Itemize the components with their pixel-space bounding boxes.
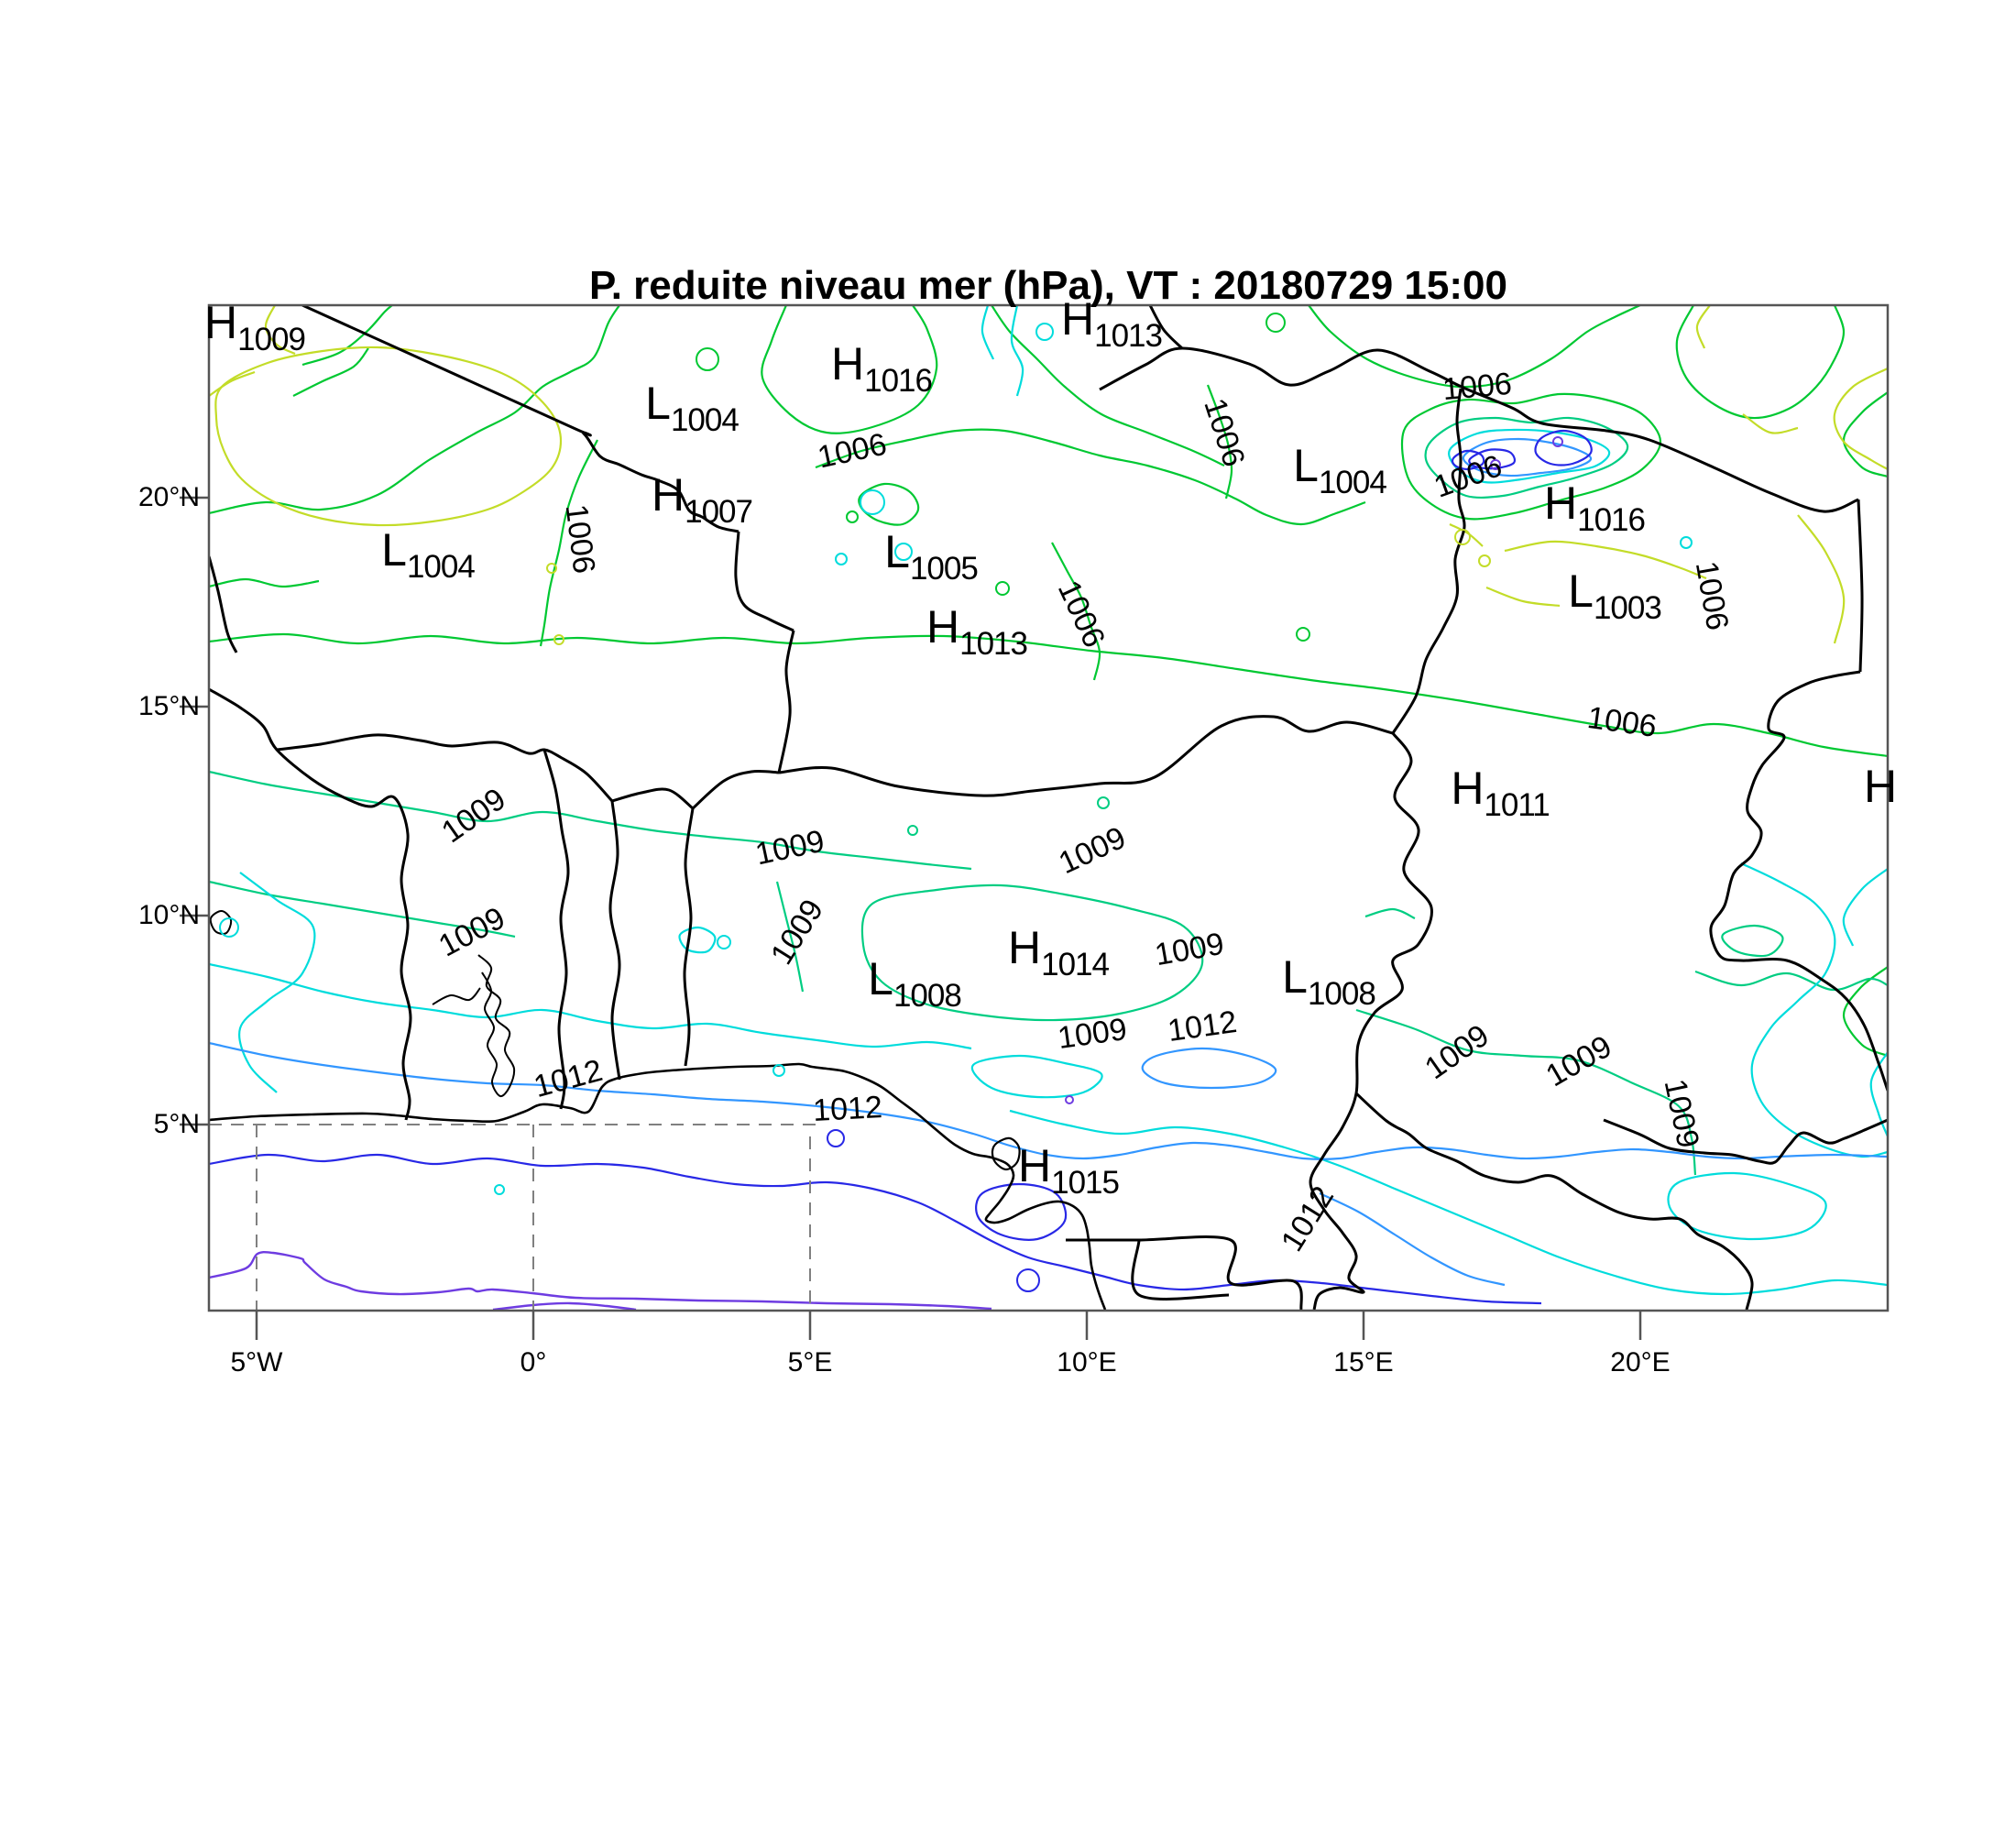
contour-label-1012: 1012 <box>812 1090 883 1128</box>
country-border-line <box>209 689 411 1120</box>
country-border-line <box>277 735 612 801</box>
pressure-center-L1004: L1004 <box>645 378 739 438</box>
contour-line-green <box>1844 392 1888 477</box>
contour-label-1009: 1009 <box>1539 1028 1618 1094</box>
contour-ring-cyan <box>718 936 730 949</box>
contour-label-1009: 1009 <box>1055 1011 1130 1057</box>
contour-ring-green <box>1266 313 1285 332</box>
contour-label-1009: 1009 <box>1053 819 1132 882</box>
contour-ring-cyan <box>1036 324 1053 340</box>
contour-label-1012: 1012 <box>1165 1004 1240 1049</box>
country-border-line <box>478 955 514 1096</box>
contour-line-cyan <box>209 964 971 1048</box>
contour-label-1012: 1012 <box>530 1052 607 1105</box>
lon-label-10°E: 10°E <box>1057 1347 1117 1377</box>
contour-line-spring <box>1695 971 1888 990</box>
country-border-line <box>685 808 693 1066</box>
contour-ring-spring <box>908 826 917 835</box>
contour-ring-blue <box>1017 1269 1039 1291</box>
contour-line-cyan <box>1844 869 1888 946</box>
contour-ring-cyan <box>836 554 847 565</box>
contour-label-1006: 1006 <box>1429 448 1507 505</box>
contour-label-1006: 1006 <box>1688 558 1736 633</box>
graticule-dashed-lines <box>209 1125 816 1311</box>
pressure-center-H1009: H1009 <box>204 297 305 357</box>
country-border-line <box>1604 1120 1888 1163</box>
contour-line-spring <box>1722 926 1782 956</box>
contour-line-yellow <box>1486 587 1560 606</box>
pressure-center-H1016: H1016 <box>1544 477 1645 538</box>
contour-label-1006: 1006 <box>1441 366 1514 408</box>
contour-label-1006: 1006 <box>1584 699 1660 745</box>
contour-line-purple <box>493 1303 636 1310</box>
contour-label-1009: 1009 <box>763 893 831 971</box>
lon-label-5°W: 5°W <box>230 1347 283 1377</box>
contour-label-1009: 1009 <box>1657 1076 1706 1151</box>
contour-line-purple <box>209 1252 992 1309</box>
country-border-line <box>779 717 1393 796</box>
contour-ring-cyan <box>495 1185 504 1194</box>
contour-ring-green <box>696 348 718 370</box>
contour-label-1009: 1009 <box>1152 926 1227 973</box>
contour-line-cyan <box>982 305 993 359</box>
contour-line-cyan <box>239 873 314 1092</box>
contour-line-yellow <box>1798 515 1844 643</box>
contour-ring-purple <box>1066 1096 1073 1103</box>
pressure-center-L1003: L1003 <box>1568 565 1661 626</box>
contour-ring-cyan <box>860 490 884 514</box>
contour-line-green <box>815 426 1365 524</box>
pressure-center-L1005: L1005 <box>884 526 978 587</box>
country-border-line <box>779 631 794 773</box>
lat-label-5°N: 5°N <box>153 1109 200 1139</box>
contour-label-1012: 1012 <box>1274 1180 1342 1258</box>
contour-line-skyblue <box>1143 1048 1276 1088</box>
country-border-line <box>1711 672 1888 1091</box>
contour-line-yellow <box>215 347 561 525</box>
contour-line-cyan <box>680 927 716 952</box>
lat-label-15°N: 15°N <box>137 691 200 721</box>
contour-label-1009: 1009 <box>752 823 827 873</box>
contour-ring-green <box>847 511 858 522</box>
pressure-center-H: H <box>1863 761 1898 812</box>
contour-ring-blue <box>827 1130 844 1147</box>
contour-label-1006: 1006 <box>815 426 890 476</box>
country-border-line <box>1310 733 1431 1310</box>
contour-label-1009: 1009 <box>1419 1017 1496 1087</box>
pressure-center-H1016: H1016 <box>831 338 932 399</box>
pressure-center-H1015: H1015 <box>1018 1140 1119 1201</box>
pressure-center-H1007: H1007 <box>652 469 752 530</box>
pressure-center-L1008: L1008 <box>868 953 961 1014</box>
country-border-line <box>209 1064 1105 1310</box>
country-border-line <box>992 1138 1020 1169</box>
pressure-center-L1004: L1004 <box>1293 440 1386 500</box>
contour-label-1009: 1009 <box>433 900 511 964</box>
country-border-line <box>1858 499 1862 672</box>
contour-line-blue <box>209 1155 1541 1303</box>
contour-ring-green <box>996 582 1009 595</box>
lat-label-10°N: 10°N <box>137 900 200 930</box>
lon-label-20°E: 20°E <box>1610 1347 1671 1377</box>
contour-ring-yellow <box>1479 555 1490 566</box>
contour-line-green <box>1677 305 1844 418</box>
contour-line-yellow <box>1835 368 1888 469</box>
contour-label-1006: 1006 <box>558 502 602 576</box>
contour-ring-green <box>1297 628 1309 641</box>
contour-line-cyan <box>1741 863 1888 1157</box>
pressure-center-H1011: H1011 <box>1451 763 1550 823</box>
contour-ring-cyan <box>1681 537 1692 548</box>
contour-label-1006: 1006 <box>1197 394 1252 471</box>
country-border-line <box>612 789 693 808</box>
contour-line-green <box>302 305 392 365</box>
pressure-center-L1008: L1008 <box>1282 951 1375 1012</box>
contour-line-cyan <box>972 1056 1102 1097</box>
country-border-line <box>693 771 779 808</box>
contour-line-spring <box>1365 909 1415 918</box>
axis-ticks <box>180 498 1640 1340</box>
pressure-center-H1013: H1013 <box>926 601 1027 662</box>
contour-line-blue <box>1535 431 1591 466</box>
contour-line-yellow <box>1697 305 1710 348</box>
country-border-line <box>433 988 480 1004</box>
contour-line-yellow <box>209 372 255 396</box>
contour-ring-cyan <box>773 1065 784 1076</box>
lat-label-20°N: 20°N <box>137 482 200 512</box>
contour-ring-spring <box>1098 797 1109 808</box>
contour-label-1009: 1009 <box>435 781 512 851</box>
contour-line-cyan <box>1012 305 1023 396</box>
pressure-center-L1004: L1004 <box>381 524 475 585</box>
contour-line-green <box>209 579 319 587</box>
lon-label-15°E: 15°E <box>1333 1347 1394 1377</box>
country-border-line <box>544 750 568 1109</box>
contour-line-green <box>859 484 918 525</box>
lon-label-5°E: 5°E <box>787 1347 833 1377</box>
lon-label-0°: 0° <box>520 1347 547 1377</box>
map-title: P. reduite niveau mer (hPa), VT : 20180729 15:00 <box>589 263 1507 308</box>
pressure-center-H1014: H1014 <box>1008 922 1109 982</box>
country-border-line <box>1393 389 1464 733</box>
country-border-line <box>610 801 619 1080</box>
contour-label-1006: 1006 <box>1050 575 1112 653</box>
country-border-line <box>736 532 794 631</box>
pressure-center-H1013: H1013 <box>1061 293 1162 354</box>
